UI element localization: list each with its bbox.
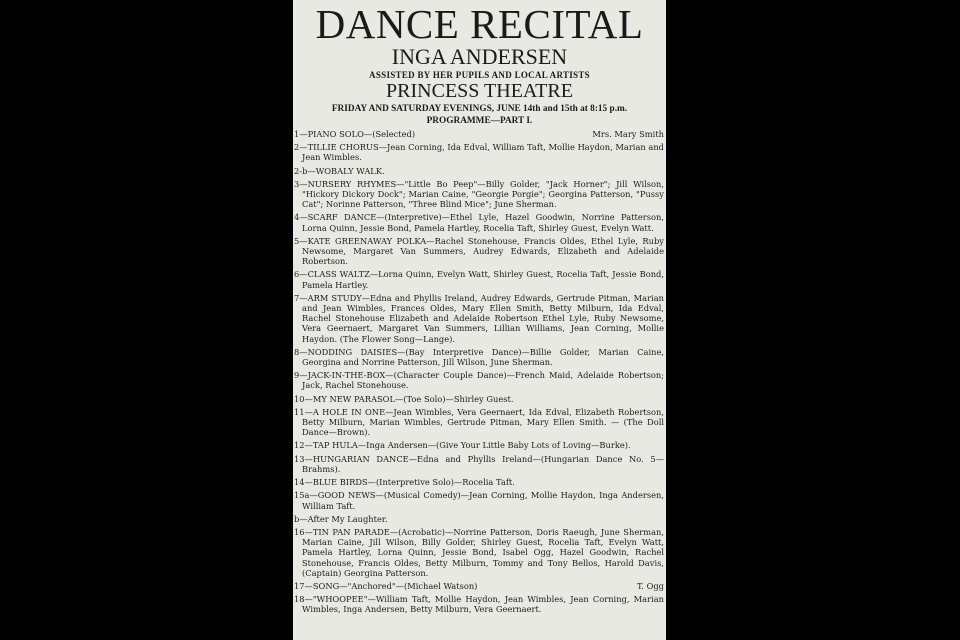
item-text: 12—TAP HULA—Inga Andersen—(Give Your Little Baby Lots of Loving—Burke).: [294, 440, 631, 451]
programme-item: [294, 527, 664, 578]
item-text: 9—JACK-IN-THE-BOX—(Character Couple Dance)—French Maid, Adelaide Robertson; Jack, Rachel Stonehouse.: [294, 370, 664, 391]
assisted-by-line: ASSISTED BY HER PUPILS AND LOCAL ARTISTS: [369, 70, 590, 80]
programme-item: [294, 594, 664, 614]
item-text: 2-b—WOBALY WALK.: [294, 165, 385, 176]
programme-item: [294, 129, 664, 139]
item-text: 2—TILLIE CHORUS—Jean Corning, Ida Edval, William Taft, Mollie Haydon, Marian and Jean Wimbles.: [294, 142, 664, 163]
item-text: 11—A HOLE IN ONE—Jean Wimbles, Vera Geernaert, Ida Edval, Elizabeth Robertson, Betty Milburn, Marian Wimbles, Gertrude Pitman, Mary Ellen Smith. — (The Doll Dance—Brown).: [294, 406, 664, 438]
item-text: 5—KATE GREENAWAY POLKA—Rachel Stonehouse, Francis Oldes, Ethel Lyle, Ruby Newsome, Margaret Van Summers, Audrey Edwards, Elizabeth and Adelaide Robertson.: [294, 235, 664, 267]
item-text: 18—"WHOOPEE"—William Taft, Mollie Haydon, Jean Wimbles, Jean Corning, Marian Wimbles, Inga Andersen, Betty Milburn, Vera Geernaert.: [294, 594, 664, 615]
newspaper-clipping: [293, 0, 666, 640]
item-text: 3—NURSERY RHYMES—"Little Bo Peep"—Billy Golder, "Jack Horner"; Jill Wilson, "Hickory Dickory Dock"; Marian Caine, "Georgie Porgie"; Georgina Patterson, "Pussy Cat"; Norinne Patterson, "Three Blind Mice"; June Sherman.: [294, 178, 664, 210]
programme-item: [294, 490, 664, 510]
performance-dates: FRIDAY AND SATURDAY EVENINGS, JUNE 14th and 15th at 8:15 p.m.: [331, 104, 628, 114]
programme-item: [294, 407, 664, 438]
performer-credit: Mrs. Mary Smith: [592, 129, 664, 139]
programme-item: [294, 477, 664, 487]
item-text: 16—TIN PAN PARADE—(Acrobatic)—Norrine Patterson, Doris Raeugh, June Sherman, Marian Caine, Jill Wilson, Billy Golder, Shirley Guest, Rocelia Taft, Evelyn Watt, Pamela Hartley, Lorna Quinn, Jessie Bond, Isabel Ogg, Hazel Goodwin, Rachel Stonehouse, Francis Oldes, Betty Milburn, Tommy and Tony Bellos, Harold Davis, (Captain) Georgina Patterson.: [294, 526, 664, 578]
programme-item: [294, 179, 664, 210]
programme-item: [294, 142, 664, 162]
programme-item: [294, 454, 664, 474]
recital-title: DANCE RECITAL: [315, 1, 644, 47]
programme-item: [294, 166, 664, 176]
programme-item: [294, 347, 664, 367]
item-text: 8—NODDING DAISIES—(Bay Interpretive Dance)—Billie Golder, Marian Caine, Georgina and Norrine Patterson, Jill Wilson, June Sherman.: [294, 346, 664, 368]
item-text: 6—CLASS WALTZ—Lorna Quinn, Evelyn Watt, Shirley Guest, Rocelia Taft, Jessie Bond, Pamela Hartley.: [294, 269, 664, 290]
programme-item: [294, 370, 664, 390]
item-text: 14—BLUE BIRDS—(Interpretive Solo)—Rocelia Taft.: [294, 477, 515, 488]
performer-name: INGA ANDERSEN: [391, 44, 568, 69]
item-text: 17—SONG—"Anchored"—(Michael Watson): [294, 580, 478, 591]
programme-item: [294, 581, 664, 591]
item-text: 13—HUNGARIAN DANCE—Edna and Phyllis Ireland—(Hungarian Dance No. 5—Brahms).: [294, 453, 664, 474]
programme-item: [294, 440, 664, 450]
venue-name: PRINCESS THEATRE: [386, 80, 573, 102]
programme-item: [294, 236, 664, 267]
performer-credit: T. Ogg: [636, 580, 664, 591]
item-text: 15a—GOOD NEWS—(Musical Comedy)—Jean Corning, Mollie Haydon, Inga Andersen, William Taft.: [294, 490, 664, 511]
item-text: 4—SCARF DANCE—(Interpretive)—Ethel Lyle, Hazel Goodwin, Norrine Patterson, Lorna Quinn, Jessie Bond, Pamela Hartley, Rocelia Taft, Shirley Guest, Evelyn Watt.: [294, 212, 664, 233]
item-text: 10—MY NEW PARASOL—(Toe Solo)—Shirley Guest.: [294, 393, 514, 404]
item-text: 1—PIANO SOLO—(Selected): [294, 129, 416, 139]
programme-item: [294, 212, 664, 232]
programme-item: [294, 293, 664, 344]
item-text: 7—ARM STUDY—Edna and Phyllis Ireland, Audrey Edwards, Gertrude Pitman, Marian and Jean Wimbles, Frances Oldes, Mary Ellen Smith, Betty Milburn, Ida Edval, Rachel Stonehouse Elizabeth and Adelaide Robertson Ethel Lyle, Ruby Newsome, Vera Geernaert, Margaret Van Summers, Lillian Williams, Jean Corning, Mollie Haydon. (The Flower Song—Lange).: [294, 292, 664, 344]
programme-heading: PROGRAMME—PART I.: [426, 116, 533, 126]
item-text: b—After My Laughter.: [294, 513, 388, 524]
programme-list: [293, 129, 666, 615]
programme-item: [294, 394, 664, 404]
programme-item: [294, 514, 664, 524]
programme-item: [294, 269, 664, 289]
